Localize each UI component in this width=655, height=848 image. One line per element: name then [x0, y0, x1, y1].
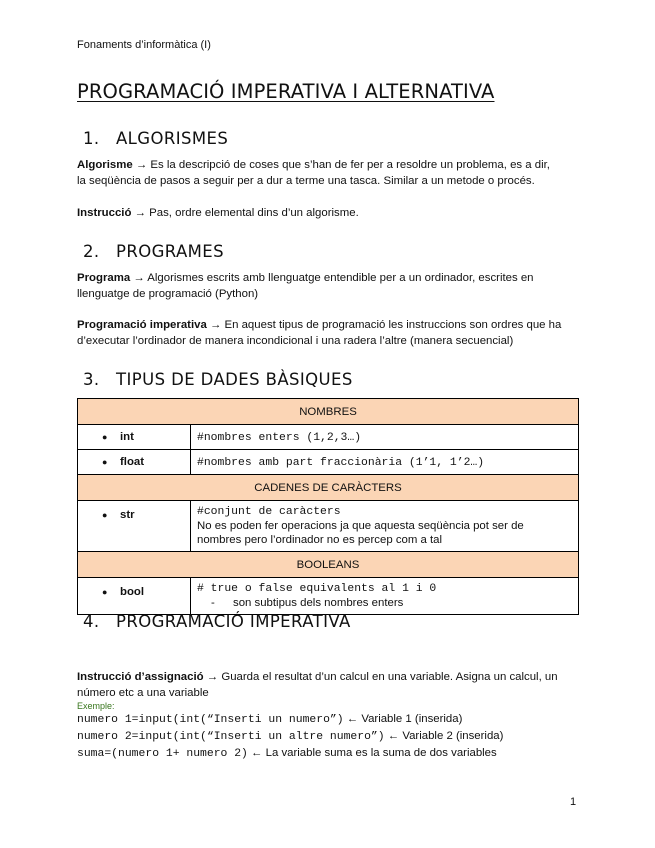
term-algorisme: Algorisme	[77, 159, 133, 171]
type-description-code: #nombres enters (1,2,3…)	[197, 431, 362, 444]
code-comment: ← La variable suma es la suma de dos variables	[247, 747, 497, 759]
section-heading-programacio-imperativa	[83, 612, 351, 631]
type-description-code: #conjunt de caràcters	[197, 506, 341, 518]
document-title: PROGRAMACIÓ IMPERATIVA I ALTERNATIVA	[77, 80, 495, 103]
bullet-icon: ●	[102, 510, 108, 520]
example-label: Exemple:	[77, 701, 115, 711]
section-title: TIPUS DE DADES BÀSIQUES	[116, 370, 353, 389]
code-text: numero 1=input(int(“Inserti un numero”)	[77, 714, 344, 726]
definition-text: d’executar l’ordinador de manera incondicional i una radera l’altre (manera secuencial)	[77, 335, 514, 347]
type-description-text: nombres pero l’ordinador no es percep com a tal	[197, 534, 443, 546]
type-description	[191, 450, 579, 475]
type-description-code: #nombres amb part fraccionària (1’1, 1’2…)	[197, 456, 485, 469]
definition-text: número etc a una variable	[77, 687, 209, 699]
bullet-icon: ●	[102, 457, 108, 467]
type-cell	[78, 425, 191, 450]
table-row	[78, 501, 579, 552]
category-row	[78, 475, 579, 501]
definition-text: → En aquest tipus de programació les instruccions son ordres que ha	[206, 319, 562, 331]
category-row	[78, 399, 579, 425]
code-comment: ← Variable 2 (inserida)	[384, 730, 504, 742]
term-programacio-imperativa: Programació imperativa	[77, 319, 207, 331]
type-description	[191, 578, 579, 615]
type-name-float: float	[120, 456, 145, 468]
data-types-table	[77, 398, 579, 615]
section-heading-programes	[83, 242, 224, 261]
type-name-str: str	[120, 509, 135, 521]
type-description	[191, 501, 579, 552]
category-header-booleans: BOOLEANS	[78, 552, 579, 578]
type-cell	[78, 501, 191, 552]
section-title: PROGRAMACIÓ IMPERATIVA	[116, 612, 351, 631]
definition-algorisme	[77, 157, 577, 189]
code-comment: ← Variable 1 (inserida)	[343, 713, 463, 725]
term-instruccio: Instrucció	[77, 207, 132, 219]
section-number: 1.	[83, 129, 100, 148]
type-description-text: No es poden fer operacions ja que aquesta seqüència pot ser de	[197, 520, 524, 532]
definition-programacio-imperativa	[77, 317, 577, 349]
definition-text: → Pas, ordre elemental dins d’un algorisme.	[131, 207, 359, 219]
sub-list-text: son subtipus dels nombres enters	[233, 597, 404, 609]
dash-bullet: -	[211, 597, 215, 609]
section-number: 3.	[83, 370, 100, 389]
code-text: suma=(numero 1+ numero 2)	[77, 748, 248, 760]
definition-text: la seqüència de pasos a seguir per a dur a terme una tasca. Similar a un metode o procés.	[77, 175, 535, 187]
table-row	[78, 578, 579, 615]
definition-text: → Algorismes escrits amb llenguatge entendible per a un ordinador, escrites en	[130, 272, 534, 284]
definition-text: llenguatge de programació (Python)	[77, 288, 259, 300]
type-name-bool: bool	[120, 586, 145, 598]
type-cell	[78, 450, 191, 475]
code-example-line	[77, 713, 462, 726]
type-description	[191, 425, 579, 450]
definition-instruccio-assignacio	[77, 669, 577, 701]
table-row	[78, 450, 579, 475]
term-instruccio-assignacio: Instrucció d’assignació	[77, 671, 204, 683]
type-name-int: int	[120, 431, 134, 443]
section-title: ALGORISMES	[116, 129, 229, 148]
sub-list-item	[197, 596, 572, 610]
type-cell	[78, 578, 191, 615]
section-title: PROGRAMES	[116, 242, 225, 261]
section-number: 4.	[83, 612, 100, 631]
code-text: numero 2=input(int(“Inserti un altre numero”)	[77, 731, 385, 743]
table-row	[78, 425, 579, 450]
page-number: 1	[570, 796, 577, 808]
code-example-line	[77, 730, 503, 743]
bullet-icon: ●	[102, 587, 108, 597]
category-header-cadenes: CADENES DE CARÀCTERS	[78, 475, 579, 501]
definition-text: → Guarda el resultat d’un calcul en una variable. Asigna un calcul, un	[203, 671, 558, 683]
category-row	[78, 552, 579, 578]
category-header-nombres: NOMBRES	[78, 399, 579, 425]
section-number: 2.	[83, 242, 100, 261]
section-heading-algorismes	[83, 129, 228, 148]
definition-instruccio	[77, 205, 577, 221]
section-heading-tipus-de-dades	[83, 370, 353, 389]
type-description-code: # true o false equivalents al 1 i 0	[197, 583, 437, 595]
definition-programa	[77, 270, 577, 302]
running-header: Fonaments d’informàtica (I)	[77, 39, 211, 51]
definition-text: → Es la descripció de coses que s’han de fer per a resoldre un problema, es a dir,	[132, 159, 550, 171]
bullet-icon: ●	[102, 432, 108, 442]
term-programa: Programa	[77, 272, 131, 284]
code-example-line	[77, 747, 497, 760]
